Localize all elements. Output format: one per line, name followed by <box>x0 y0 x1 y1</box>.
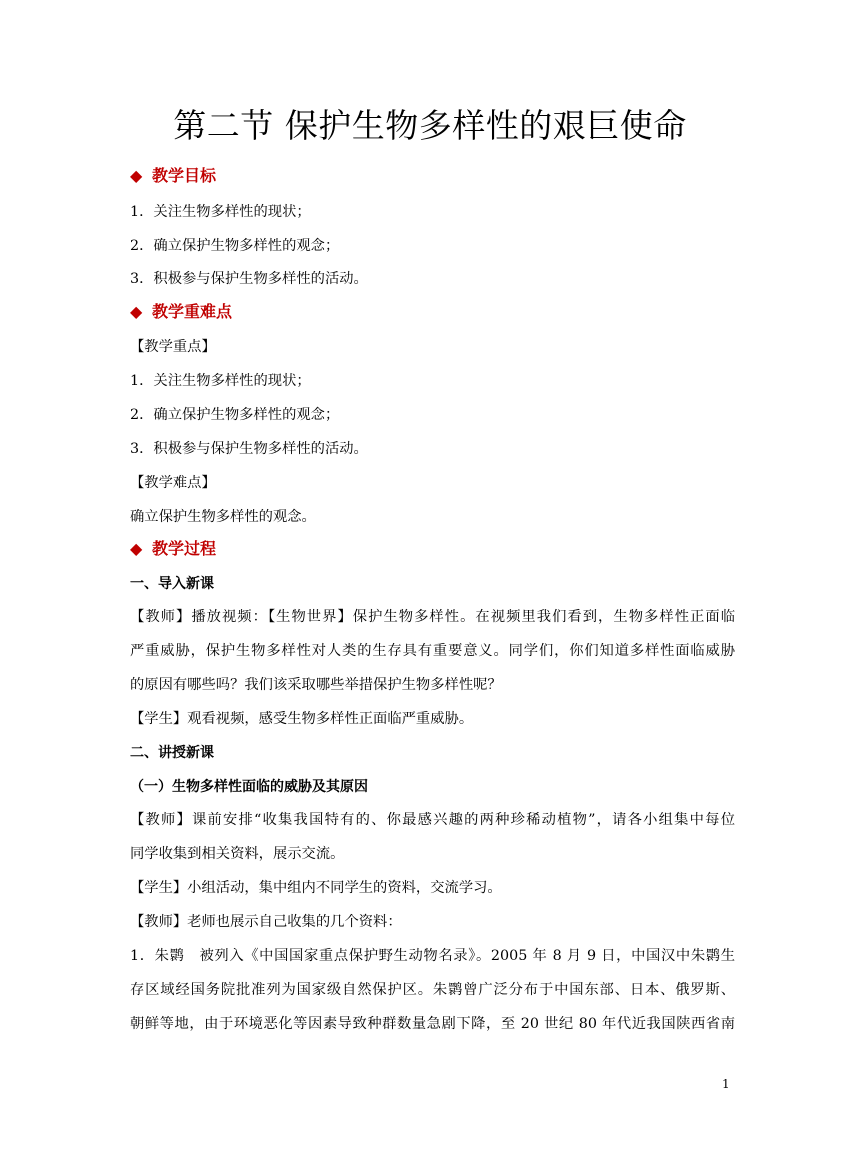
objective-item: 1．关注生物多样性的现状； <box>130 204 311 220</box>
paragraph-line: 严重威胁，保护生物多样性对人类的生存具有重要意义。同学们，你们知道多样性面临威胁 <box>130 643 735 659</box>
paragraph-line: 【学生】小组活动，集中组内不同学生的资料，交流学习。 <box>130 880 502 896</box>
subsection-title: （一）生物多样性面临的威胁及其原因 <box>130 779 368 795</box>
keypoint-difficult-text: 确立保护生物多样性的观念。 <box>130 509 316 525</box>
section-heading-keypoints <box>130 302 735 322</box>
section-heading-process <box>130 539 735 559</box>
paragraph-line: 【教师】课前安排“收集我国特有的、你最感兴趣的两种珍稀动植物”，请各小组集中每位 <box>130 812 735 828</box>
part-title: 一、导入新课 <box>130 576 214 592</box>
diamond-bullet-icon: ◆ <box>130 166 143 185</box>
paragraph-line: 【教师】老师也展示自己收集的几个资料： <box>130 914 402 930</box>
part-title: 二、讲授新课 <box>130 745 214 761</box>
heading-label: 教学目标 <box>152 166 217 185</box>
paragraph-line: 朝鲜等地，由于环境恶化等因素导致种群数量急剧下降，至 20 世纪 80 年代近我国陕西省南 <box>130 1016 735 1032</box>
section-heading-objectives <box>130 166 735 186</box>
heading-label: 教学重难点 <box>152 302 233 321</box>
keypoints-important-label: 【教学重点】 <box>130 339 216 355</box>
page-number: 1 <box>722 1077 730 1091</box>
objective-item: 3．积极参与保护生物多样性的活动。 <box>130 271 368 287</box>
paragraph-line: 存区域经国务院批准列为国家级自然保护区。朱鹮曾广泛分布于中国东部、日本、俄罗斯、 <box>130 982 735 998</box>
paragraph-line: 同学收集到相关资料，展示交流。 <box>130 846 345 862</box>
paragraph-line: 【学生】观看视频，感受生物多样性正面临严重威胁。 <box>130 711 474 727</box>
keypoint-item: 3．积极参与保护生物多样性的活动。 <box>130 441 368 457</box>
page-title: 第二节 保护生物多样性的艰巨使命 <box>173 106 687 145</box>
keypoints-difficult-label: 【教学难点】 <box>130 475 216 491</box>
diamond-bullet-icon: ◆ <box>130 539 143 558</box>
paragraph-line: 1．朱鹮 被列入《中国国家重点保护野生动物名录》。2005 年 8 月 9 日，中国汉中朱鹮生 <box>130 948 735 964</box>
objective-item: 2．确立保护生物多样性的观念； <box>130 238 340 254</box>
paragraph-line: 的原因有哪些吗？我们该采取哪些举措保护生物多样性呢？ <box>130 677 502 693</box>
diamond-bullet-icon: ◆ <box>130 302 143 321</box>
paragraph-line: 【教师】播放视频：【生物世界】保护生物多样性。在视频里我们看到，生物多样性正面临 <box>130 609 735 625</box>
heading-label: 教学过程 <box>152 539 217 558</box>
keypoint-item: 2．确立保护生物多样性的观念； <box>130 407 340 423</box>
keypoint-item: 1．关注生物多样性的现状； <box>130 373 311 389</box>
